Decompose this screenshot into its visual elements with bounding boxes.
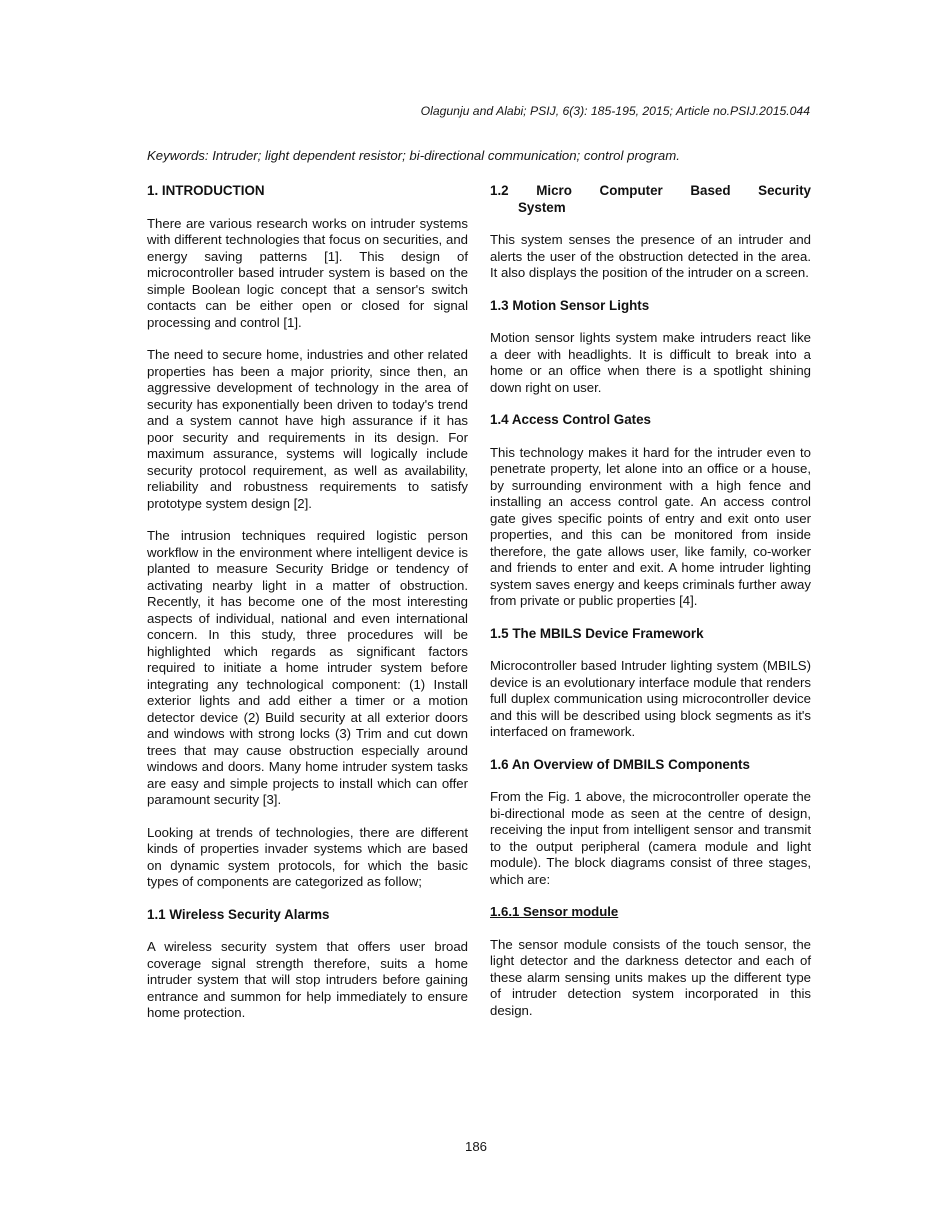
- two-column-body: [147, 181, 812, 1038]
- heading-introduction: 1. INTRODUCTION: [147, 183, 265, 198]
- paragraph-1-3: Motion sensor lights system make intruders react like a deer with headlights. It is difficult to break into a home or an office when there is a spotlight shining down right on user.: [490, 330, 811, 395]
- paragraph-intro-3: The intrusion techniques required logistic person workflow in the environment where intelligent device is planted to measure Security Bridge or tendency of activating nearby light in a matter of obstruction. Recently, it has become one of the most interesting aspects of individual, national and even international concern. In this study, three procedures will be highlighted which regards as significant factors required to initiate a home intruder system before integrating any technological component: (1) Install exterior lights and add either a timer or a motion detector device (2) Build security at all exterior doors and windows with strong locks (3) Trim and cut down trees that may cause obstruction especially around windows and doors. Many home intruder system tasks are easy and simple projects to install which can offer paramount security [3].: [147, 528, 468, 807]
- paragraph-1-6-1: The sensor module consists of the touch sensor, the light detector and the darkness detector and each of these alarm sensing units makes up the different type of intruder detection system incorporated in this design.: [490, 936, 811, 1018]
- left-column: [147, 181, 468, 1038]
- paragraph-1-2: This system senses the presence of an intruder and alerts the user of the obstruction detected in the area. It also displays the position of the intruder on a screen.: [490, 232, 811, 280]
- keywords-line: Keywords: Intruder; light dependent resistor; bi-directional communication; control program.: [147, 148, 680, 163]
- paragraph-1-6: From the Fig. 1 above, the microcontroller operate the bi-directional mode as seen at the centre of design, receiving the input from intelligent sensor and transmit to the output peripheral (camera module and light module). The block diagrams consist of three stages, which are:: [490, 789, 811, 887]
- heading-1-6-1-sensor-module: 1.6.1 Sensor module: [490, 904, 619, 919]
- heading-1-1-wireless-security-alarms: 1.1 Wireless Security Alarms: [147, 906, 330, 922]
- heading-1-2-micro-computer-based-security-system: [490, 183, 811, 216]
- paragraph-intro-4: Looking at trends of technologies, there are different kinds of properties invader systems which are based on dynamic system protocols, for which the basic types of components are categorized as follow;: [147, 824, 468, 889]
- heading-1-3-motion-sensor-lights: 1.3 Motion Sensor Lights: [490, 297, 650, 313]
- right-column: [490, 181, 811, 1038]
- heading-1-2-line1: 1.2 Micro Computer Based Security: [490, 183, 811, 198]
- heading-1-6-overview-dmbils-components: 1.6 An Overview of DMBILS Components: [490, 756, 750, 772]
- page-number: 186: [464, 1139, 487, 1154]
- heading-1-2-line2: System: [518, 199, 566, 215]
- paragraph-1-1: A wireless security system that offers user broad coverage signal strength therefore, suits a home intruder system that will stop intruders before gaining entrance and summon for help immediately to ensure home protection.: [147, 939, 468, 1020]
- paragraph-intro-2: The need to secure home, industries and other related properties has been a major priority, since then, an aggressive development of technology in the area of security has exponentially been driven to today's trend and a system cannot have high assurance if it has poor security and requirements in its design. For maximum assurance, systems will logically include security protocol requirement, as well as availability, reliability and robustness requirements to satisfy prototype system design [2].: [147, 347, 468, 511]
- heading-1-5-mbils-device-framework: 1.5 The MBILS Device Framework: [490, 625, 704, 641]
- running-header: Olagunju and Alabi; PSIJ, 6(3): 185-195, 2015; Article no.PSIJ.2015.044: [420, 104, 810, 118]
- paragraph-1-4: This technology makes it hard for the intruder even to penetrate property, let alone into an office or a house, by surrounding environment with a high fence and installing an access control gate. An access control gate gives specific points of entry and exit onto user properties, and this can be monitored from inside therefore, the gate allows user, like family, co-worker and friends to enter and exit. A home intruder lighting system saves energy and keeps criminals further away from private or public properties [4].: [490, 444, 811, 608]
- paragraph-intro-1: There are various research works on intruder systems with different technologies that focus on securities, and energy saving patterns [1]. This design of microcontroller based intruder system is based on the simple Boolean logic concept that a sensor's switch contacts can be either open or closed for signal processing and control [1].: [147, 215, 468, 330]
- paragraph-1-5: Microcontroller based Intruder lighting system (MBILS) device is an evolutionary interface module that renders full duplex communication using microcontroller device and this will be described using block segments as it's interfaced on framework.: [490, 658, 811, 739]
- heading-1-4-access-control-gates: 1.4 Access Control Gates: [490, 412, 652, 427]
